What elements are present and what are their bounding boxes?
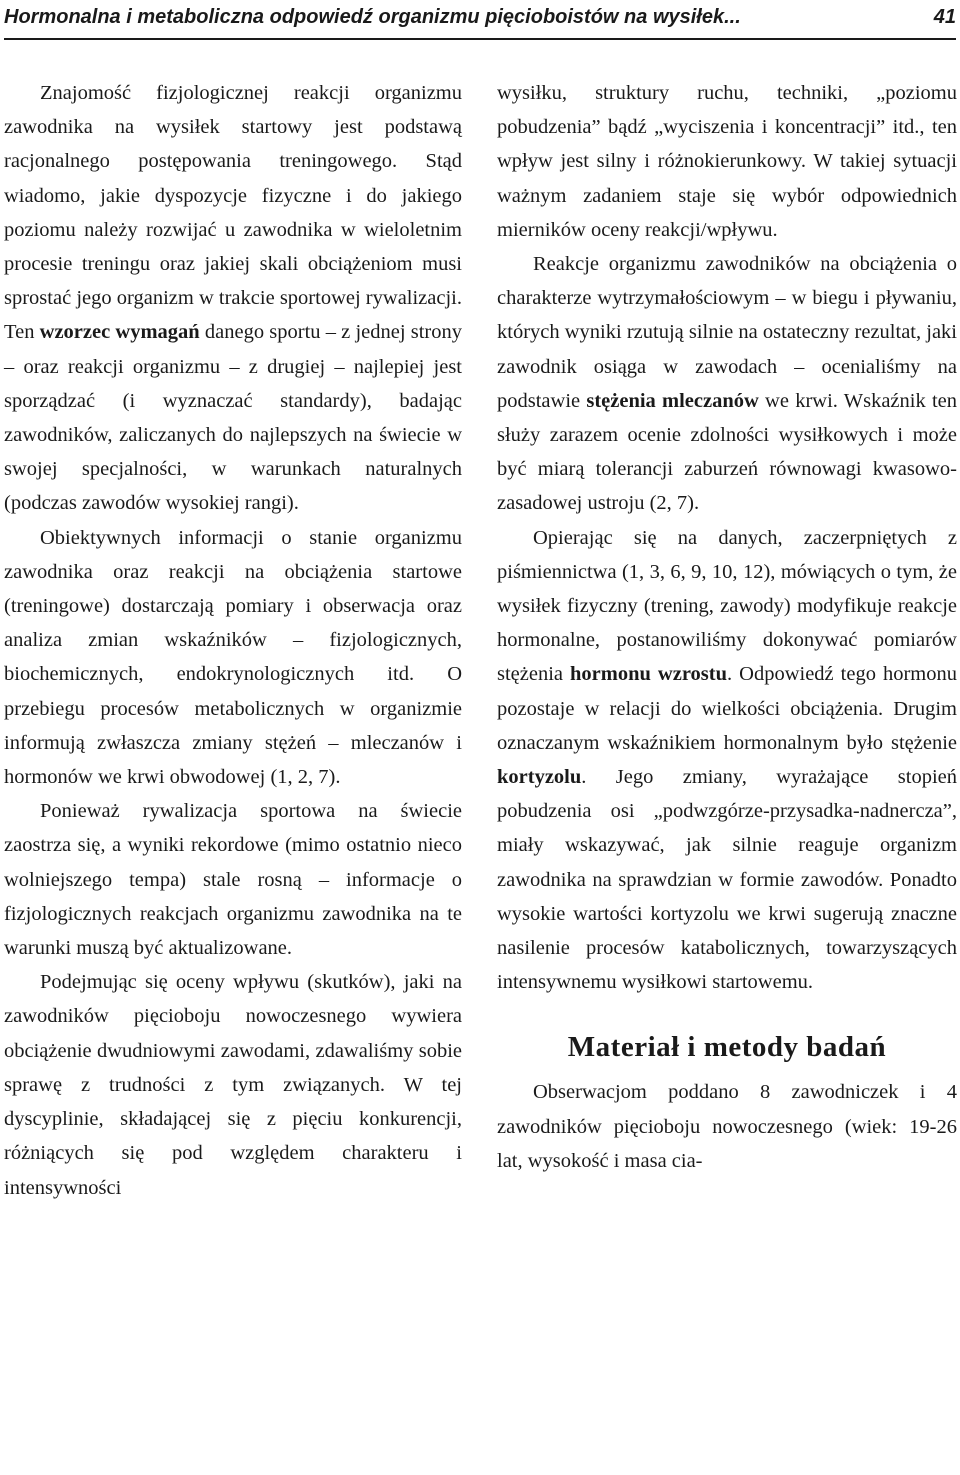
page-number: 41	[933, 5, 956, 28]
paragraph: Podejmując się oceny wpływu (skutków), jaki na zawodników pięcioboju nowoczesnego wywiera obciążenie dwudniowymi zawodami, zdawaliśmy sobie sprawę z trudności z tym związanych. W tej dyscyplinie, składającej się z pięciu konkurencji, różniących się pod względem charakteru i intensywności	[4, 971, 462, 1199]
paragraph-continuation: wysiłku, struktury ruchu, techniki, „poziomu pobudzenia” bądź „wyciszenia i koncentracji” itd., ten wpływ jest silny i różnokierunkowy. W takiej sytuacji ważnym zadaniem staje się wybór odpowiednich mierników oceny reakcji/wpływu.	[497, 82, 957, 241]
bold-term: wzorzec wymagań	[39, 321, 200, 344]
bold-term: kortyzolu	[497, 766, 582, 789]
right-column	[497, 76, 957, 1178]
header-rule	[4, 38, 956, 40]
paragraph: Obserwacjom poddano 8 zawodniczek i 4 zawodników pięcioboju nowoczesnego (wiek: 19-26 lat, wysokość i masa cia-	[497, 1081, 957, 1172]
running-header	[4, 0, 956, 34]
paragraph: Ponieważ rywalizacja sportowa na świecie zaostrza się, a wyniki rekordowe (mimo ostatnio nieco wolniejszego tempa) stale rosną – informacje o fizjologicznych reakcjach organizmu zawodnika na te warunki muszą być aktualizowane.	[4, 800, 462, 960]
left-column	[4, 76, 462, 1205]
paragraph: Reakcje organizmu zawodników na obciążenia o charakterze wytrzymałościowym – w biegu i pływaniu, których wyniki rzutują silnie na ostateczny rezultat, jaki zawodnik osiąga w zawodach – ocenialiśmy na podstawie stężenia mleczanów we krwi. Wskaźnik ten służy zarazem ocenie zdolności wysiłkowych i może być miarą tolerancji zaburzeń równowagi kwasowo-zasadowej ustroju (2, 7).	[497, 253, 958, 515]
paragraph: Obiektywnych informacji o stanie organizmu zawodnika oraz reakcji na obciążenia startowe (treningowe) dostarczają pomiary i obserwacja oraz analiza zmian wskaźników – fizjologicznych, biochemicznych, endokrynologicznych itd. O przebiegu procesów metabolicznych w organizmie informują zwłaszcza zmiany stężeń – mleczanów i hormonów we krwi obwodowej (1, 2, 7).	[4, 526, 462, 789]
running-title: Hormonalna i metaboliczna odpowiedź organizmu pięcioboistów na wysiłek...	[4, 5, 741, 28]
paragraph: Znajomość fizjologicznej reakcji organizmu zawodnika na wysiłek startowy jest podstawą racjonalnego postępowania treningowego. Stąd wiadomo, jakie dyspozycje fizyczne i do jakiego poziomu należy rozwijać u zawodnika w wieloletnim procesie treningu oraz jakiej skali obciążeniom musi sprostać jego organizm w trakcie sportowej rywalizacji. Ten wzorzec wymagań danego sportu – z jednej strony – oraz reakcji organizmu – z drugiej – najlepiej jest sporządzać (i wyznaczać standardy), badając zawodników, zaliczanych do najlepszych na świecie w swojej specjalności, w warunkach naturalnych (podczas zawodów wysokiej rangi).	[4, 82, 462, 515]
paragraph: Opierając się na danych, zaczerpniętych z piśmiennictwa (1, 3, 6, 9, 10, 12), mówiących o tym, że wysiłek fizyczny (trening, zawody) modyfikuje reakcje hormonalne, postanowiliśmy dokonywać pomiarów stężenia hormonu wzrostu. Odpowiedź tego hormonu pozostaje w relacji do wielkości obciążenia. Drugim oznaczanym wskaźnikiem hormonalnym było stężenie kortyzolu. Jego zmiany, wyrażające stopień pobudzenia osi „podwzgórze-przysadka-nadnercza”, miały wskazywać, jak silnie reaguje organizm zawodnika na sprawdzian w formie zawodów. Ponadto wysokie wartości kortyzolu we krwi sugerują znaczne nasilenie procesów katabolicznych, towarzyszących intensywnemu wysiłkowi startowemu.	[497, 526, 957, 994]
section-heading: Materiał i metody badań	[567, 1031, 887, 1064]
bold-term: stężenia mleczanów	[586, 389, 759, 412]
bold-term: hormonu wzrostu	[570, 663, 728, 686]
